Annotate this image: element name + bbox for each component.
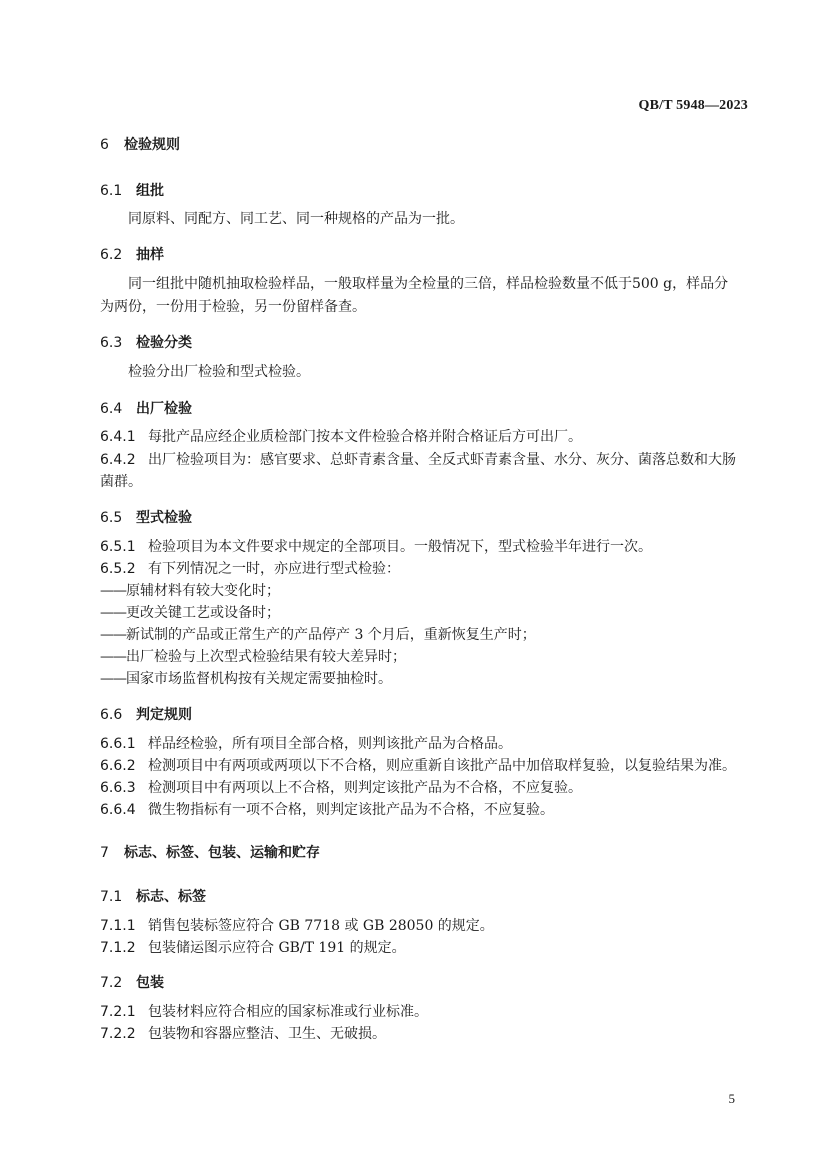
clause-6-4-1 <box>100 427 582 447</box>
section-6-4-heading <box>100 398 192 418</box>
section-number: 6.4 <box>100 401 123 417</box>
dash-item-text: 更改关键工艺或设备时； <box>126 605 280 621</box>
clause-number: 7.1.2 <box>100 940 136 956</box>
section-7-2-heading <box>100 972 164 992</box>
section-number: 6.3 <box>100 335 123 351</box>
clause-number: 7.2.2 <box>100 1026 136 1042</box>
dash-item-3 <box>100 625 536 645</box>
section-7-heading <box>100 842 320 862</box>
dash-item-2 <box>100 603 280 623</box>
dash-marker: —— <box>100 627 126 643</box>
clause-number: 6.5.1 <box>100 539 136 555</box>
dash-item-text: 出厂检验与上次型式检验结果有较大差异时； <box>126 649 406 665</box>
section-6-1-body: 同原料、同配方、同工艺、同一种规格的产品为一批。 <box>128 211 464 227</box>
dash-item-text: 原辅材料有较大变化时； <box>126 583 280 599</box>
section-7-1-heading <box>100 886 206 906</box>
clause-number: 6.6.3 <box>100 780 136 796</box>
section-title: 标志、标签、包装、运输和贮存 <box>124 845 320 861</box>
dash-item-text: 国家市场监督机构按有关规定需要抽检时。 <box>126 671 392 687</box>
section-6-6-heading <box>100 704 192 724</box>
clause-number: 7.1.1 <box>100 918 136 934</box>
clause-6-6-1 <box>100 734 512 754</box>
section-number: 7.2 <box>100 975 123 991</box>
clause-text: 微生物指标有一项不合格，则判定该批产品为不合格，不应复验。 <box>148 802 554 818</box>
clause-text: 检验项目为本文件要求中规定的全部项目。一般情况下，型式检验半年进行一次。 <box>148 539 652 555</box>
section-title: 检验分类 <box>136 335 192 351</box>
clause-text: 包装物和容器应整洁、卫生、无破损。 <box>148 1026 386 1042</box>
clause-text: 检测项目中有两项以上不合格，则判定该批产品为不合格，不应复验。 <box>148 780 582 796</box>
section-6-2-heading <box>100 244 164 264</box>
section-title: 出厂检验 <box>136 401 192 417</box>
clause-6-5-2 <box>100 559 400 579</box>
page-number: 5 <box>728 1091 735 1106</box>
clause-number: 6.6.4 <box>100 802 136 818</box>
section-title: 包装 <box>136 975 164 991</box>
clause-text: 包装材料应符合相应的国家标准或行业标准。 <box>148 1004 428 1020</box>
section-title: 标志、标签 <box>136 889 206 905</box>
section-title: 检验规则 <box>124 137 180 153</box>
clause-text: 有下列情况之一时，亦应进行型式检验： <box>148 561 400 577</box>
clause-text: 检测项目中有两项或两项以下不合格，则应重新自该批产品中加倍取样复验，以复验结果为准。 <box>148 758 736 774</box>
section-number: 6.2 <box>100 247 123 263</box>
standard-code: QB/T 5948—2023 <box>638 98 748 113</box>
section-number: 7 <box>100 845 109 861</box>
clause-number: 6.4.2 <box>100 452 136 468</box>
clause-number: 6.6.2 <box>100 758 136 774</box>
clause-6-4-2-cont: 菌群。 <box>100 474 142 490</box>
dash-item-1 <box>100 581 280 601</box>
clause-text: 出厂检验项目为：感官要求、总虾青素含量、全反式虾青素含量、水分、灰分、菌落总数和大肠 <box>148 452 736 468</box>
clause-number: 7.2.1 <box>100 1004 136 1020</box>
section-6-5-heading <box>100 507 192 527</box>
clause-7-2-1 <box>100 1002 428 1022</box>
section-6-heading <box>100 134 180 154</box>
section-6-3-body: 检验分出厂检验和型式检验。 <box>128 364 310 380</box>
clause-6-5-1 <box>100 537 652 557</box>
section-title: 型式检验 <box>136 510 192 526</box>
clause-text: 销售包装标签应符合 GB 7718 或 GB 28050 的规定。 <box>148 918 494 934</box>
dash-marker: —— <box>100 583 126 599</box>
section-6-2-body-line1: 同一组批中随机抽取检验样品，一般取样量为全检量的三倍，样品检验数量不低于500 g，样品分 <box>128 276 729 292</box>
section-6-1-heading <box>100 180 164 200</box>
clause-text: 样品经检验，所有项目全部合格，则判该批产品为合格品。 <box>148 736 512 752</box>
section-number: 6.6 <box>100 707 123 723</box>
section-title: 抽样 <box>136 247 164 263</box>
clause-number: 6.4.1 <box>100 429 136 445</box>
clause-6-6-2 <box>100 756 736 776</box>
dash-marker: —— <box>100 605 126 621</box>
section-6-2-body-line2: 为两份，一份用于检验，另一份留样备查。 <box>100 299 366 315</box>
dash-item-4 <box>100 647 406 667</box>
clause-7-1-1 <box>100 916 494 936</box>
clause-7-2-2 <box>100 1024 386 1044</box>
dash-marker: —— <box>100 671 126 687</box>
section-number: 6.1 <box>100 183 123 199</box>
clause-7-1-2 <box>100 938 406 958</box>
section-number: 6 <box>100 137 109 153</box>
dash-item-text: 新试制的产品或正常生产的产品停产 3 个月后，重新恢复生产时； <box>126 627 536 643</box>
section-6-3-heading <box>100 332 192 352</box>
section-title: 判定规则 <box>136 707 192 723</box>
clause-number: 6.5.2 <box>100 561 136 577</box>
section-title: 组批 <box>136 183 164 199</box>
clause-text: 包装储运图示应符合 GB/T 191 的规定。 <box>148 940 406 956</box>
clause-6-6-3 <box>100 778 582 798</box>
dash-marker: —— <box>100 649 126 665</box>
clause-number: 6.6.1 <box>100 736 136 752</box>
section-number: 6.5 <box>100 510 123 526</box>
clause-6-4-2 <box>100 450 736 470</box>
clause-6-6-4 <box>100 800 554 820</box>
dash-item-5 <box>100 669 392 689</box>
clause-text: 每批产品应经企业质检部门按本文件检验合格并附合格证后方可出厂。 <box>148 429 582 445</box>
section-number: 7.1 <box>100 889 123 905</box>
